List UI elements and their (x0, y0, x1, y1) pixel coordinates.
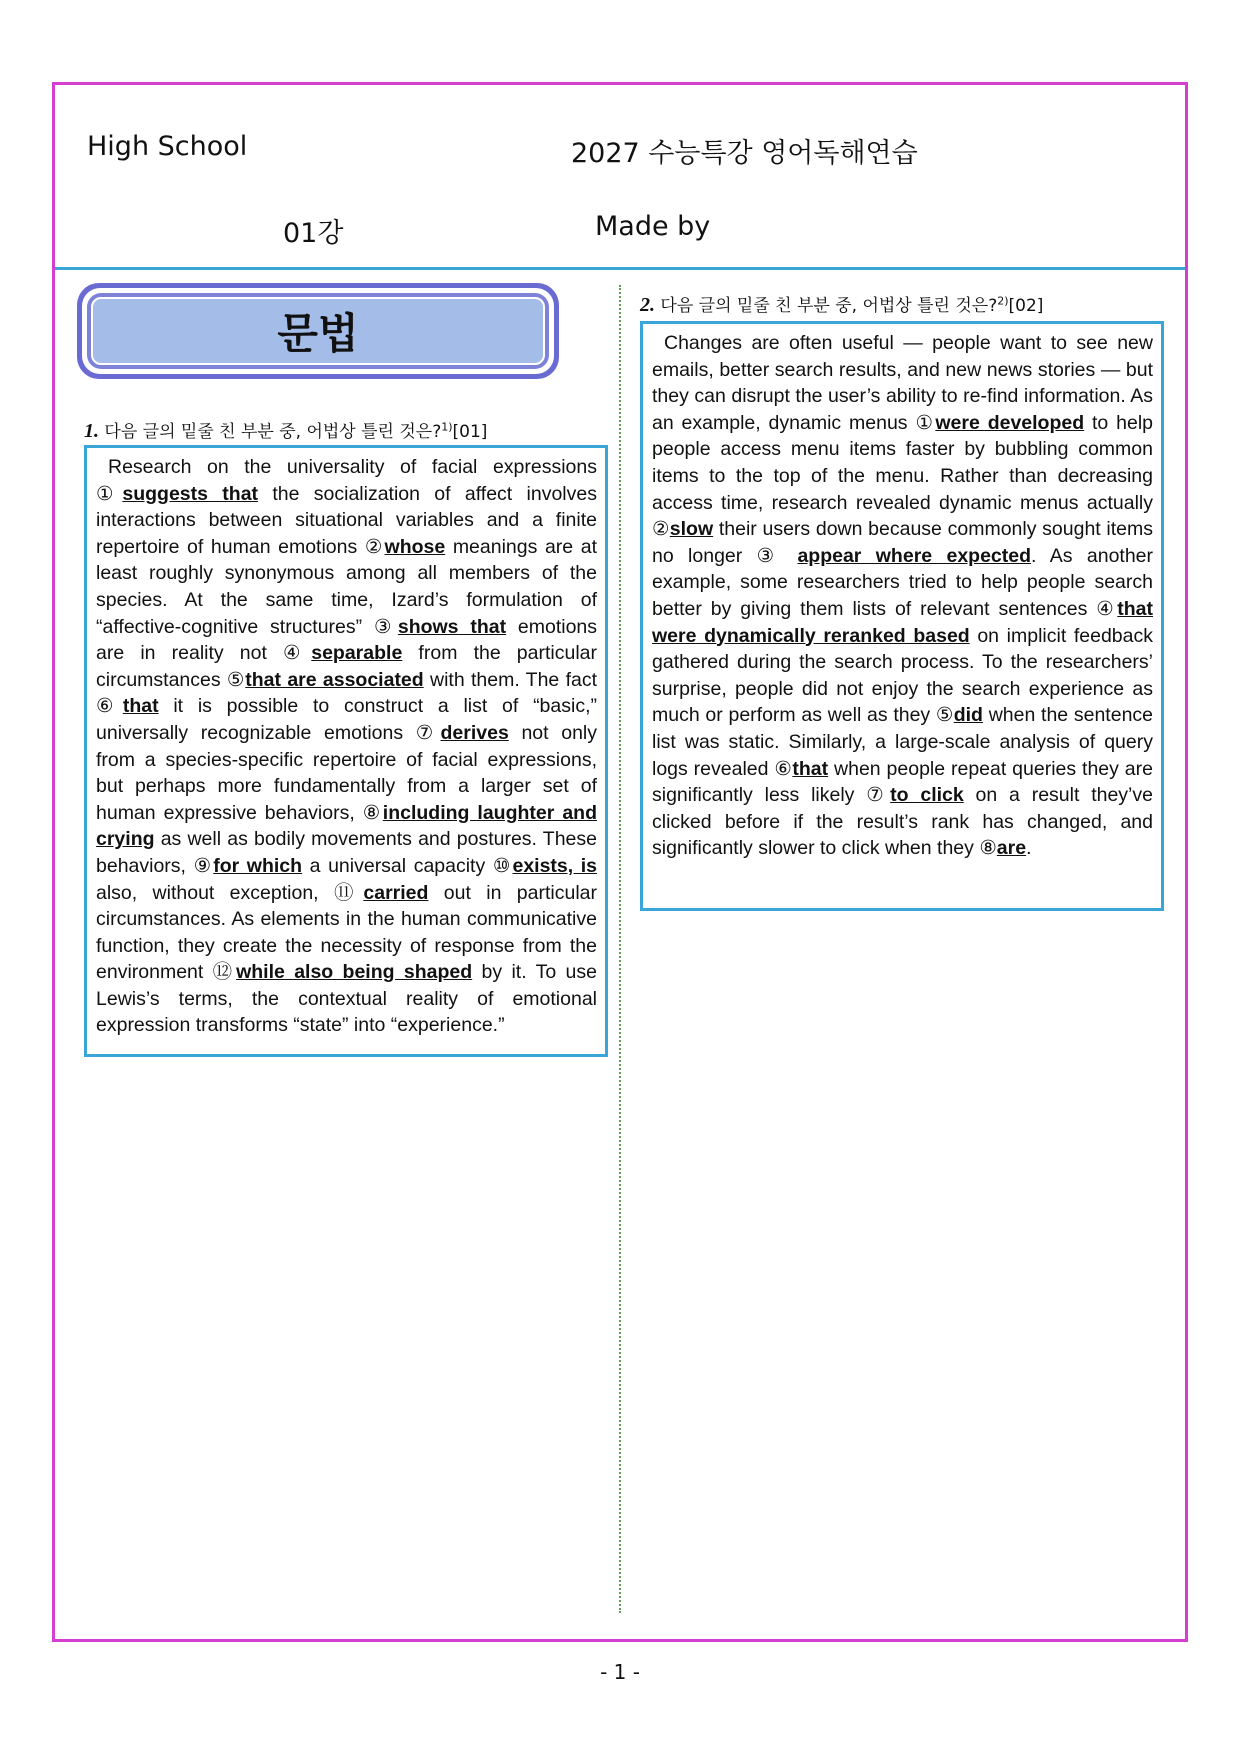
question-2-heading (640, 291, 1043, 317)
passage-segment: also, without exception, (96, 881, 334, 904)
passage-segment: Research on the universality of facial expressions (108, 456, 597, 478)
passage-segment: a universal capacity (302, 854, 493, 877)
underlined-choice: derives (440, 721, 509, 744)
lesson-label: 01강 (283, 218, 344, 249)
document-title: 2027 수능특강 영어독해연습 (571, 138, 918, 169)
passage-segment: ③ (756, 544, 798, 567)
passage-segment: out in particular circumstances. As elements in the human communicative function, they create the necessity of response from the environment (96, 881, 597, 984)
passage-segment: . (1026, 837, 1032, 860)
underlined-choice: that (122, 695, 159, 718)
passage-segment: as well as bodily movements and postures. These behaviors, (96, 828, 597, 877)
underlined-choice: separable (311, 642, 403, 665)
question-1-footnote: 1) (441, 420, 453, 434)
underlined-choice: whose (384, 535, 446, 558)
passage-segment: ① (915, 411, 936, 434)
school-label: High School (87, 131, 248, 162)
underlined-choice: including laughter and crying (96, 801, 597, 851)
underlined-choice: exists, is (512, 854, 598, 877)
passage-segment: ① (96, 482, 123, 505)
passage-segment: to help people access menu items faster by bubbling common items to the top of the menu. Rather than decreasing access time, research revealed dynamic menus actually (652, 411, 1154, 514)
question-2-number: 2. (640, 294, 655, 316)
underlined-choice: while also being shaped (236, 961, 473, 984)
underlined-choice: that were dynamically reranked based (652, 597, 1154, 647)
underlined-choice: did (953, 704, 983, 727)
passage-segment: ⑥ (774, 757, 793, 780)
underlined-choice: carried (363, 881, 429, 904)
underlined-choice: were developed (935, 411, 1085, 434)
passage-segment: ⑩ (492, 854, 513, 877)
passage-segment: emotions are in reality not (96, 615, 598, 665)
passage-segment: on implicit feedback gathered during the search process. To the researchers’ surprise, people did not enjoy the search experience as much or perform as well as they (652, 624, 1153, 727)
passage-segment: ⑥ (96, 695, 123, 718)
passage-segment: ⑧ (362, 801, 383, 824)
passage-segment: on a result they’ve clicked before if the result’s rank has changed, and significantly slower to click when they (652, 784, 1153, 860)
underlined-choice: that are associated (245, 668, 424, 691)
passage-segment: ⑪ (333, 881, 364, 904)
passage-segment: with them. The fact (423, 668, 597, 691)
section-badge-label: 문법 (91, 297, 545, 365)
question-1-number: 1. (84, 420, 99, 442)
passage-segment: ⑦ (866, 784, 891, 807)
question-2-footnote: 2) (997, 294, 1009, 308)
underlined-choice: to click (890, 784, 964, 807)
passage-segment: ⑤ (226, 668, 246, 691)
made-by-label: Made by (595, 211, 711, 242)
passage-segment: the socialization of affect involves interactions between situational variables and a finite repertoire of human emotions (96, 482, 597, 558)
passage-segment: their users down because commonly sought items no longer (652, 518, 1154, 567)
passage-segment: ⑨ (193, 854, 214, 877)
passage-segment: Changes are often useful — people want to see new emails, better search results, and new news stories — but they can disrupt the user’s ability to re-find information. As an example, dynamic menus (652, 332, 1153, 434)
question-2-passage-box (640, 321, 1164, 911)
question-1-code: [01] (452, 422, 488, 442)
underlined-choice: shows that (397, 615, 507, 638)
passage-segment: ⑧ (979, 837, 997, 860)
underlined-choice: that (792, 757, 829, 780)
passage-segment: ② (364, 535, 385, 558)
question-1-prompt: 다음 글의 밑줄 친 부분 중, 어법상 틀린 것은? (104, 422, 442, 442)
question-1-passage (96, 454, 597, 1039)
page-header (55, 85, 1185, 270)
page-frame (52, 82, 1188, 1642)
passage-segment: ⑦ (415, 721, 441, 744)
passage-segment: ④ (283, 642, 312, 665)
underlined-choice: slow (669, 518, 714, 541)
passage-segment: ④ (1096, 597, 1118, 620)
passage-segment: ⑤ (935, 704, 954, 727)
page-number: - 1 - (600, 1660, 640, 1684)
passage-segment: it is possible to construct a list of “basic,” universally recognizable emotions (96, 695, 597, 744)
passage-segment: ② (652, 518, 670, 541)
passage-segment: from the particular circumstances (96, 642, 598, 691)
column-divider (619, 285, 621, 1613)
underlined-choice: are (996, 837, 1027, 860)
passage-segment: . As another example, some researchers tried to help people search better by giving them lists of relevant sentences (652, 544, 1154, 620)
passage-segment: meanings are at least roughly synonymous among all members of the species. At the same time, Izard’s formulation of “affective-cognitive structures” (96, 535, 598, 638)
passage-segment: when people repeat queries they are significantly less likely (652, 757, 1153, 807)
underlined-choice: suggests that (122, 482, 259, 505)
passage-segment: by it. To use Lewis’s terms, the contextual reality of emotional expression transforms “state” into “experience.” (96, 961, 597, 1037)
underlined-choice: appear where expected (797, 544, 1032, 567)
passage-segment: not only from a species-specific repertoire of facial expressions, but perhaps more fundamentally from a larger set of human expressive behaviors, (96, 721, 597, 824)
passage-segment: ⑫ (212, 961, 237, 984)
question-2-prompt: 다음 글의 밑줄 친 부분 중, 어법상 틀린 것은? (660, 296, 998, 316)
question-1-heading (84, 417, 487, 443)
passage-segment: ③ (373, 615, 398, 638)
passage-segment: when the sentence list was static. Similarly, a large-scale analysis of query logs revealed (652, 704, 1154, 780)
question-2-code: [02] (1008, 296, 1044, 316)
question-2-passage (652, 330, 1153, 862)
section-badge (77, 283, 559, 379)
question-1-passage-box (84, 445, 608, 1057)
underlined-choice: for which (213, 854, 303, 877)
